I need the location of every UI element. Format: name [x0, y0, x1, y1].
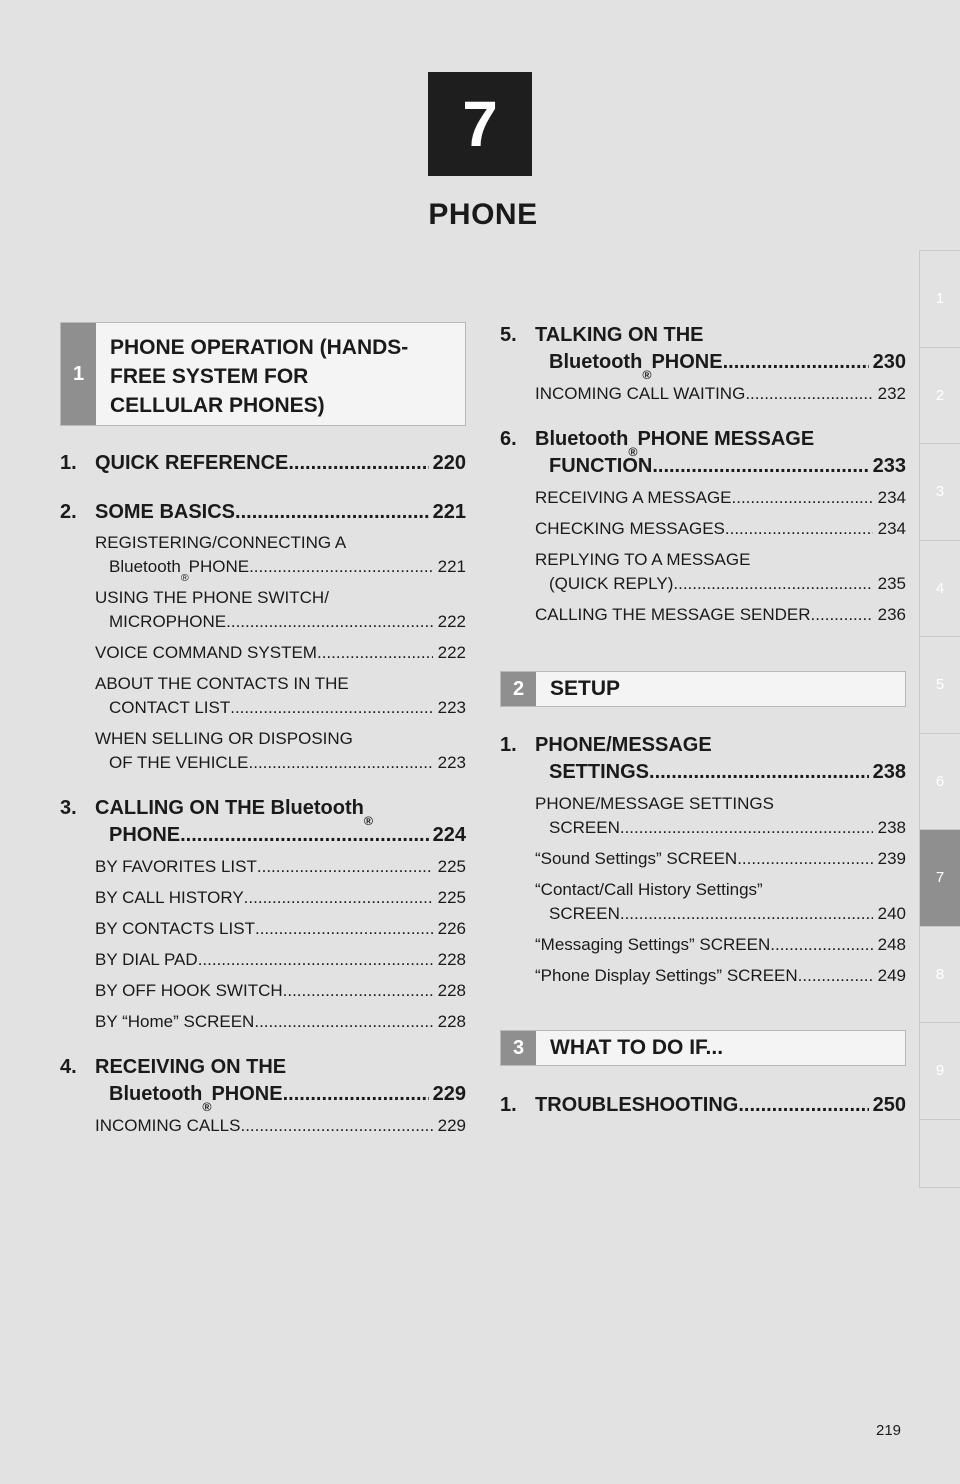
toc-subentry[interactable]: BY FAVORITES LIST ..... 225 [60, 855, 466, 879]
chapter-tabs [919, 250, 960, 1188]
toc-subentry[interactable]: “Contact/Call History Settings” SCREEN ..... 240 [500, 878, 906, 926]
toc-right-column [500, 322, 906, 1119]
section-title: SETUP [550, 677, 621, 700]
chapter-tab-blank [919, 1120, 960, 1188]
chapter-tab-8[interactable]: 8 [919, 927, 960, 1024]
toc-subentry[interactable]: RECEIVING A MESSAGE ..... 234 [500, 486, 906, 510]
chapter-title: PHONE [428, 198, 538, 231]
page-ref: 220 [432, 452, 466, 474]
section-number: 2 [501, 672, 536, 706]
toc-subentry[interactable]: INCOMING CALLS ..... 229 [60, 1114, 466, 1138]
page-number: 219 [876, 1422, 902, 1439]
section-header-2 [500, 671, 906, 707]
toc-subentry[interactable]: BY DIAL PAD ..... 228 [60, 948, 466, 972]
page-ref: 229 [432, 1083, 466, 1105]
section-header-3 [500, 1030, 906, 1066]
page-ref: 233 [872, 455, 906, 477]
chapter-number-box [428, 72, 532, 176]
toc-entry-some-basics[interactable]: 2. SOME BASICS ..... 221 [60, 499, 466, 526]
toc-subentry[interactable]: USING THE PHONE SWITCH/ MICROPHONE ..... 222 [60, 586, 466, 634]
page-ref: 230 [872, 351, 906, 373]
toc-subentry[interactable]: “Sound Settings” SCREEN ..... 239 [500, 847, 906, 871]
section-number: 3 [501, 1031, 536, 1065]
toc-entry-talking[interactable]: 5. TALKING ON THE Bluetooth ® PHONE ..... 230 [500, 322, 906, 376]
toc-subentry[interactable]: BY CALL HISTORY ..... 225 [60, 886, 466, 910]
page-ref: 221 [432, 501, 466, 523]
toc-subentry[interactable]: VOICE COMMAND SYSTEM ..... 222 [60, 641, 466, 665]
toc-subentry[interactable]: PHONE/MESSAGE SETTINGS SCREEN ..... 238 [500, 792, 906, 840]
toc-entry-phone-message-settings[interactable]: 1. PHONE/MESSAGE SETTINGS ..... 238 [500, 732, 906, 786]
chapter-tab-6[interactable]: 6 [919, 734, 960, 831]
toc-entry-quick-reference[interactable]: 1. QUICK REFERENCE ..... 220 [60, 450, 466, 477]
chapter-tab-2[interactable]: 2 [919, 348, 960, 445]
toc-subentry[interactable]: “Phone Display Settings” SCREEN ..... 249 [500, 964, 906, 988]
chapter-tab-9[interactable]: 9 [919, 1023, 960, 1120]
section-title: PHONE OPERATION (HANDS- FREE SYSTEM FOR CELLULAR PHONES) [110, 336, 409, 417]
chapter-tab-7[interactable]: 7 [919, 830, 960, 927]
toc-subentry[interactable]: REPLYING TO A MESSAGE (QUICK REPLY) ..... 235 [500, 548, 906, 596]
toc-entry-receiving[interactable]: 4. RECEIVING ON THE Bluetooth ® PHONE ..... 229 [60, 1054, 466, 1108]
toc-entry-troubleshooting[interactable]: 1. TROUBLESHOOTING ..... 250 [500, 1092, 906, 1119]
toc-entry-message-function[interactable]: 6. Bluetooth ® PHONE MESSAGE FUNCTION ..... 233 [500, 426, 906, 480]
toc-subentry[interactable]: “Messaging Settings” SCREEN ..... 248 [500, 933, 906, 957]
chapter-number: 7 [462, 88, 498, 160]
toc-subentry[interactable]: CALLING THE MESSAGE SENDER ..... 236 [500, 603, 906, 627]
toc-subentry[interactable]: BY OFF HOOK SWITCH ..... 228 [60, 979, 466, 1003]
section-number: 1 [61, 323, 96, 425]
page-ref: 238 [872, 761, 906, 783]
toc-subentry[interactable]: REGISTERING/CONNECTING A Bluetooth ® PHONE ..... 221 [60, 531, 466, 579]
toc-subentry[interactable]: INCOMING CALL WAITING ..... 232 [500, 382, 906, 406]
page-ref: 224 [432, 824, 466, 846]
toc-subentry[interactable]: CHECKING MESSAGES ..... 234 [500, 517, 906, 541]
page-ref: 250 [872, 1094, 906, 1116]
toc-subentry[interactable]: BY “Home” SCREEN ..... 228 [60, 1010, 466, 1034]
toc-subentry[interactable]: WHEN SELLING OR DISPOSING OF THE VEHICLE ..... 223 [60, 727, 466, 775]
chapter-tab-1[interactable]: 1 [919, 251, 960, 348]
toc-left-column [60, 322, 466, 1138]
chapter-tab-3[interactable]: 3 [919, 444, 960, 541]
toc-subentry[interactable]: BY CONTACTS LIST ..... 226 [60, 917, 466, 941]
chapter-tab-5[interactable]: 5 [919, 637, 960, 734]
section-title: WHAT TO DO IF... [550, 1036, 724, 1059]
toc-subentry[interactable]: ABOUT THE CONTACTS IN THE CONTACT LIST ..... 223 [60, 672, 466, 720]
toc-entry-calling[interactable]: 3. CALLING ON THE Bluetooth ® PHONE ..... 224 [60, 795, 466, 849]
section-header-1 [60, 322, 466, 426]
chapter-tab-4[interactable]: 4 [919, 541, 960, 638]
